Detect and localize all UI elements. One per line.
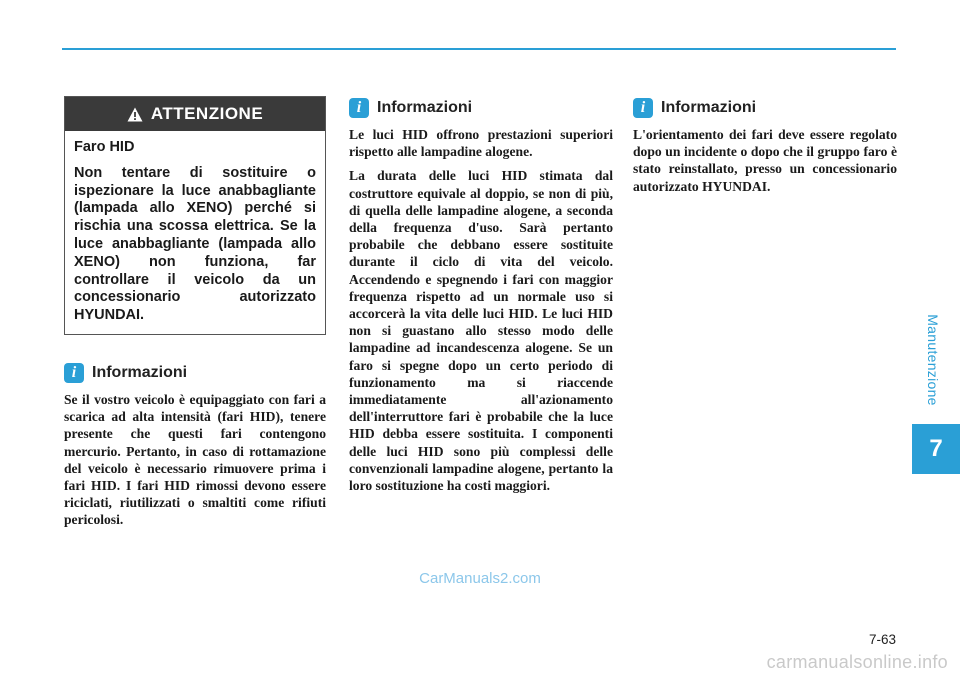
footer-site-watermark: carmanualsonline.info [766, 652, 948, 672]
info-icon: i [633, 98, 653, 118]
column-left [64, 96, 326, 529]
page-number: 7-63 [868, 632, 896, 647]
watermark: CarManuals2.com [419, 570, 541, 587]
section-side-label [913, 290, 953, 430]
info-paragraph: Le luci HID offrono prestazioni superiori rispetto alle lampadine alogene. [349, 127, 613, 160]
chapter-number: 7 [929, 435, 943, 462]
info-block-right [633, 96, 897, 195]
column-middle [349, 96, 613, 494]
warning-title: Faro HID [74, 139, 135, 155]
warning-body [65, 131, 325, 334]
info-block-left [64, 361, 326, 529]
column-right [633, 96, 897, 195]
warning-box [64, 96, 326, 335]
info-icon: i [64, 363, 84, 383]
info-header [633, 96, 897, 120]
info-icon: i [349, 98, 369, 118]
info-title: Informazioni [92, 363, 188, 381]
info-paragraph: La durata delle luci HID stimata dal costruttore equivale al doppio, se non di più, di quella delle lampadine alogene, a seconda della frequenza d'uso. Sarà pertanto probabile che debbano essere sostituite durante il ciclo di vita del veicolo. Accendendo e spegnendo i fari con maggior frequenza rispetto ad un normale uso si accorcerà la vita delle luci HID. Le luci HID non si guastano allo stesso modo delle lampadine ad incandescenza alogene. Se un faro si spegne dopo un certo periodo di funzionamento ma si riaccende immediatamente all'azionamento dell'interruttore fari è probabile che la luce HID debba essere sostituita. I componenti delle luci HID sono più complessi delle convenzionali lampadine alogene, pertanto la loro sostituzione ha costi maggiori. [349, 168, 613, 494]
info-title: Informazioni [661, 99, 757, 116]
warning-text: Non tentare di sostituire o ispezionare la luce anabbagliante (lampada allo XENO) perché si rischia una scossa elettrica. Se la luce anabbagliante (lampada allo XENO) non funziona, far controllare il veicolo da un concessionario autorizzato HYUNDAI. [74, 164, 316, 324]
info-header [64, 361, 326, 385]
warning-triangle-icon [127, 107, 143, 122]
section-label-text: Manutenzione [925, 314, 941, 406]
info-paragraph: L'orientamento dei fari deve essere regolato dopo un incidente o dopo che il gruppo faro è stato reinstallato, presso un concessionario autorizzato HYUNDAI. [633, 127, 897, 194]
info-paragraph: Se il vostro veicolo è equipaggiato con fari a scarica ad alta intensità (fari HID), tenere presente che questi fari contengono mercurio. Pertanto, in caso di rottamazione del veicolo è necessario rimuovere prima i fari HID. I fari HID rimossi devono essere riciclati, riutilizzati o smaltiti come rifiuti pericolosi. [64, 391, 326, 528]
info-title: Informazioni [377, 99, 473, 116]
info-block-middle [349, 96, 613, 494]
chapter-tab [912, 424, 960, 474]
top-rule [62, 48, 896, 50]
info-header [349, 96, 613, 120]
warning-header [65, 97, 325, 131]
warning-label: ATTENZIONE [150, 104, 264, 123]
